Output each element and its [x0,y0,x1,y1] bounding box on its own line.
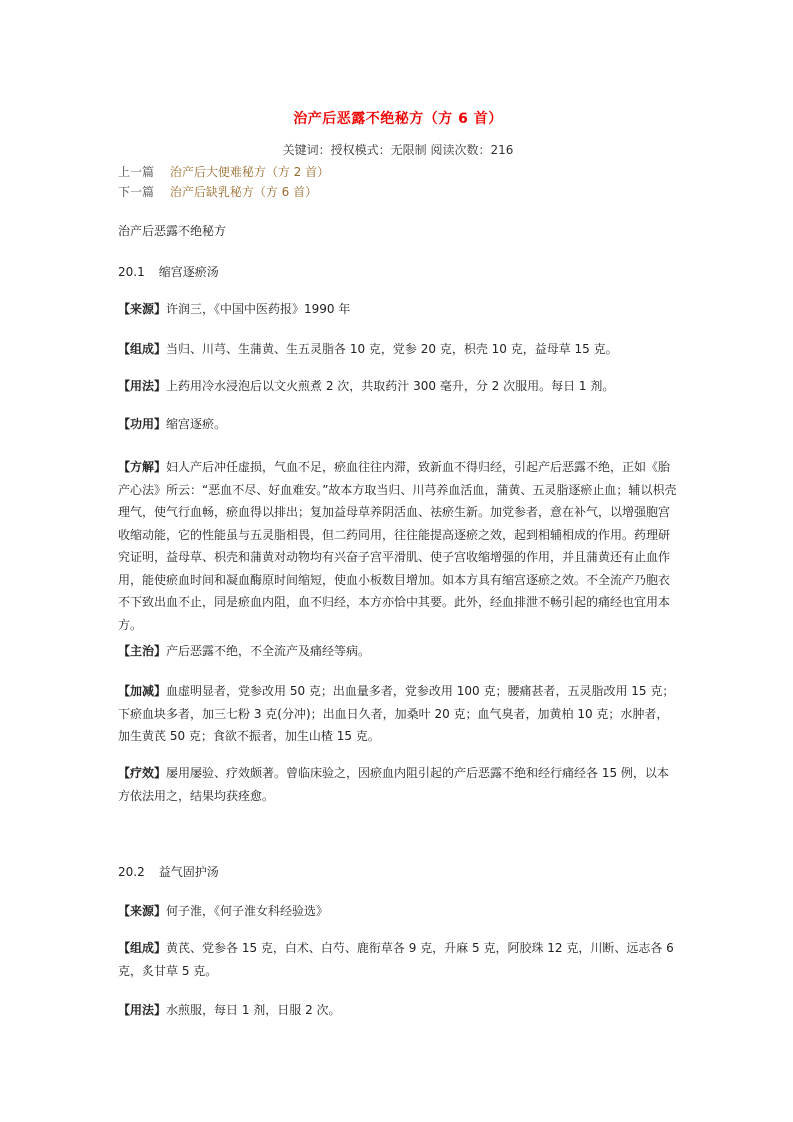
intro-heading: 治产后恶露不绝秘方 [118,224,227,238]
paragraph-tag: 【方解】 [118,460,167,474]
paragraph-tag: 【主治】 [118,644,167,658]
paragraph-usage [118,999,678,1022]
paragraph-tag: 【来源】 [118,904,167,918]
prev-label: 上一篇 [118,165,155,179]
paragraph-text: 何子淮，《何子淮女科经验选》 [166,904,329,918]
paragraph-source [118,298,678,321]
paragraph-text: 许润三，《中国中医药报》1990 年 [166,302,351,316]
paragraph-source [118,900,678,923]
paragraph-text: 妇人产后冲任虚损，气血不足，瘀血往往内滞，致新血不得归经，引起产后恶露不绝，正如《胎产心法》所云：“恶血不尽、好血难安。”故本方取当归、川芎养血活血，蒲黄、五灵脂逐瘀止血；辅以枳壳理气，使气行血畅，瘀血得以排出；复加益母草养阴活血、祛瘀生新。加党参者，意在补气，以增强胞宫收缩动能，它的性能虽与五灵脂相畏，但二药同用，往往能提高逐瘀之效，起到相辅相成的作用。药理研究证明，益母草、枳壳和蒲黄对动物均有兴奋子宫平滑肌、使子宫收缩增强的作用，并且蒲黄还有止血作用，能使瘀血时间和凝血酶原时间缩短，使血小板数目增加。如本方具有缩宫逐瘀之效。不全流产乃胞衣不下致出血不止，同是瘀血内阻，血不归经，本方亦恰中其要。此外，经血排泄不畅引起的痛经也宜用本方。 [118,460,677,632]
page-title: 治产后恶露不绝秘方（方 6 首） [293,111,503,127]
next-article-link[interactable]: 治产后缺乳秘方（方 6 首） [169,185,318,199]
paragraph-usage [118,375,678,398]
paragraph-composition [118,338,678,361]
paragraph-text: 黄芪、党参各 15 克，白术、白芍、鹿衔草各 9 克，升麻 5 克，阿胶珠 12 克，川断、远志各 6 克，炙甘草 5 克。 [118,941,674,978]
paragraph-indications [118,640,678,663]
paragraph-text: 水煎服，每日 1 剂，日服 2 次。 [166,1003,341,1017]
paragraph-text: 血虚明显者，党参改用 50 克；出血量多者，党参改用 100 克；腰痛甚者，五灵脂改用 15 克；下瘀血块多者，加三七粉 3 克(分冲)；出血日久者，加桑叶 20 克；血气臭者，加黄柏 10 克；水肿者，加生黄芪 50 克；食欲不振者，加生山楂 15 克。 [118,684,675,743]
next-article-row [118,183,317,200]
section-heading [118,863,219,880]
paragraph-function [118,413,678,436]
paragraph-tag: 【组成】 [118,342,167,356]
paragraph-tag: 【组成】 [118,941,167,955]
paragraph-analysis [118,456,678,636]
section-name: 益气固护汤 [158,865,219,879]
paragraph-tag: 【疗效】 [118,766,167,780]
section-number: 20.2 [118,865,145,879]
section-number: 20.1 [118,265,145,279]
next-label: 下一篇 [118,185,155,199]
section-name: 缩宫逐瘀汤 [158,265,219,279]
paragraph-tag: 【来源】 [118,302,167,316]
paragraph-tag: 【功用】 [118,417,167,431]
section-heading [118,263,219,280]
prev-article-link[interactable]: 治产后大便难秘方（方 2 首） [169,165,330,179]
paragraph-text: 缩宫逐瘀。 [166,417,227,431]
paragraph-tag: 【用法】 [118,379,167,393]
prev-article-row [118,163,329,180]
paragraph-tag: 【用法】 [118,1003,167,1017]
paragraph-composition [118,937,678,982]
paragraph-text: 产后恶露不绝，不全流产及痛经等病。 [166,644,371,658]
paragraph-modifications [118,680,678,748]
paragraph-efficacy [118,762,678,807]
paragraph-text: 上药用冷水浸泡后以文火煎煮 2 次，共取药汁 300 毫升，分 2 次服用。每日 1 剂。 [166,379,615,393]
paragraph-text: 当归、川芎、生蒲黄、生五灵脂各 10 克，党参 20 克，枳壳 10 克，益母草 15 克。 [166,342,618,356]
paragraph-text: 屡用屡验、疗效颇著。曾临床验之，因瘀血内阻引起的产后恶露不绝和经行痛经各 15 例，以本方依法用之，结果均获痊愈。 [118,766,669,803]
article-meta: 关键词：授权模式：无限制 阅读次数：216 [282,143,514,157]
paragraph-tag: 【加减】 [118,684,167,698]
